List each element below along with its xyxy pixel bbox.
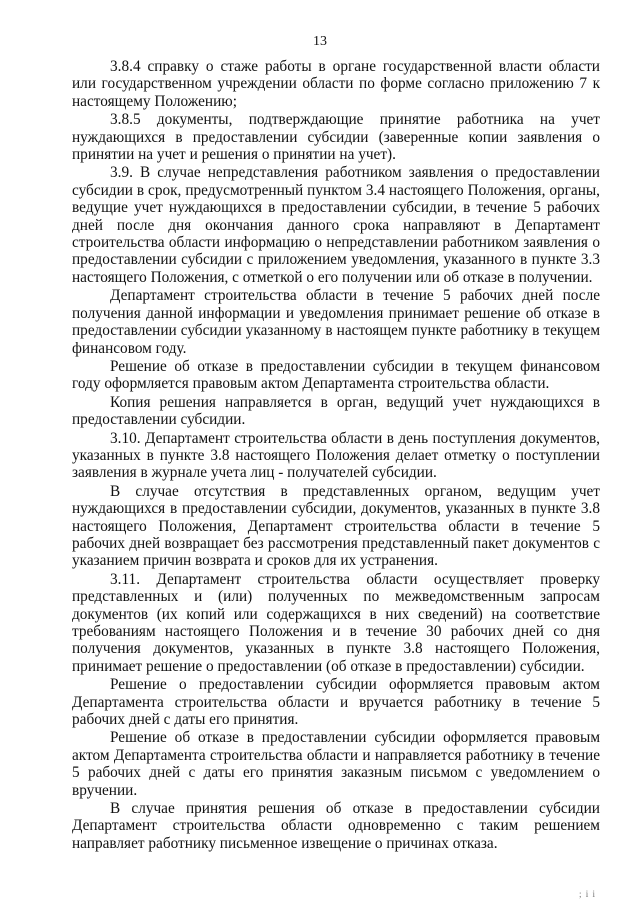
paragraph-3-11-grant: Решение о предоставлении субсидии оформляется правовым актом Департамента строительства области и вручается работнику в течение 5 рабочих дней с даты его принятия. [72, 676, 600, 729]
paragraph-3-9-refusal-act: Решение об отказе в предоставлении субсидии в текущем финансовом году оформляется правовым актом Департамента строительства области. [72, 357, 600, 393]
paragraph-3-9-copy: Копия решения направляется в орган, ведущий учет нуждающихся в предоставлении субсидии. [72, 393, 600, 429]
paragraph-3-11-notice: В случае принятия решения об отказе в предоставлении субсидии Департамент строительства области одновременно с таким решением направляет работнику письменное извещение о причинах отказа. [72, 800, 600, 852]
paragraph-3-10: 3.10. Департамент строительства области в день поступления документов, указанных в пункте 3.8 настоящего Положения делает отметку о поступлении заявления в журнале учета лиц - получателей субсидии. [72, 429, 600, 482]
page-number: 13 [313, 34, 327, 49]
paragraph-3-9: 3.9. В случае непредставления работником заявления о предоставлении субсидии в срок, предусмотренный пунктом 3.4 настоящего Положения, органы, ведущие учет нуждающихся в предоставлении субсидии, в течение 5 рабочих дней после дня окончания данного срока направляют в Департамент строительства области информацию о непредставлении работником заявления о предоставлении субсидии с приложением уведомления, указанного в пункте 3.3 настоящего Положения, с отметкой о его получении или об отказе в получении. [72, 164, 600, 286]
paragraph-3-9-decision: Департамент строительства области в течение 5 рабочих дней после получения данной информации и уведомления принимает решение об отказе в предоставлении субсидии указанному в настоящем пункте работнику в текущем финансовом году. [72, 287, 600, 357]
paragraph-3-8-4: 3.8.4 справку о стаже работы в органе государственной власти области или государственном учреждении области по форме согласно приложению 7 к настоящему Положению; [72, 58, 600, 110]
scan-mark: ; i i [578, 889, 596, 899]
document-body [72, 58, 600, 853]
paragraph-3-8-5: 3.8.5 документы, подтверждающие принятие работника на учет нуждающихся в предоставлении субсидии (заверенные копии заявления о принятии на учет и решения о принятии на учет). [72, 111, 600, 164]
paragraph-3-11: 3.11. Департамент строительства области осуществляет проверку представленных и (или) полученных по межведомственным запросам документов (их копий или содержащихся в них сведений) на соответствие требованиям настоящего Положения и в течение 30 рабочих дней со дня получения документов, указанных в пункте 3.8 настоящего Положения, принимает решение о предоставлении (об отказе в предоставлении) субсидии. [72, 570, 600, 675]
paragraph-3-10-return: В случае отсутствия в представленных органом, ведущим учет нуждающихся в предоставлении субсидии, документов, указанных в пункте 3.8 настоящего Положения, Департамент строительства области в течение 5 рабочих дней возвращает без рассмотрения представленный пакет документов с указанием причин возврата и сроков для их устранения. [72, 482, 600, 570]
paragraph-3-11-refusal: Решение об отказе в предоставлении субсидии оформляется правовым актом Департамента строительства области и направляется работнику в течение 5 рабочих дней с даты его принятия заказным письмом с уведомлением о вручении. [72, 729, 600, 799]
